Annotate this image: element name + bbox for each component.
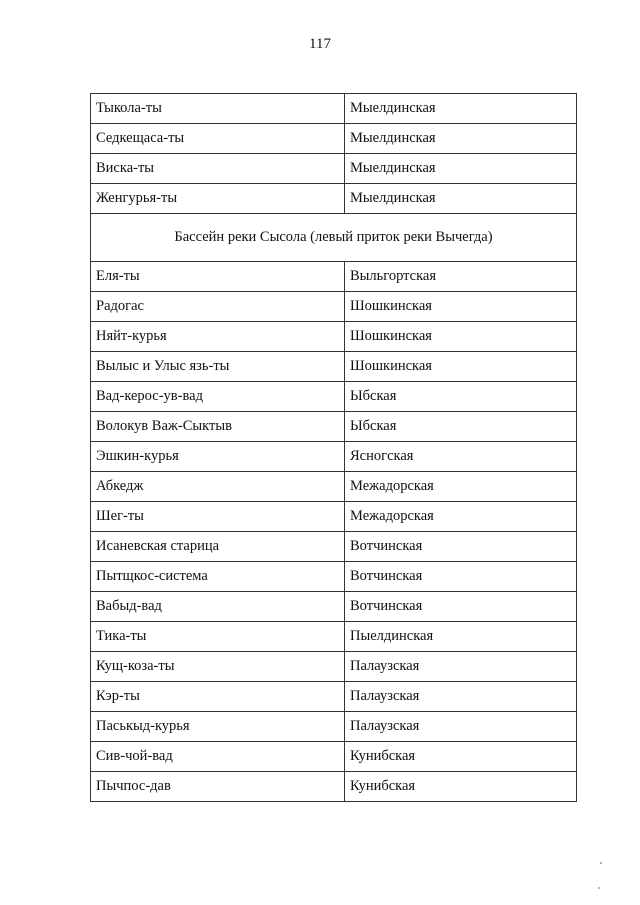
table-row bbox=[91, 532, 577, 562]
area-name-cell: Кунибская bbox=[345, 772, 577, 802]
table-row bbox=[91, 292, 577, 322]
water-body-name-cell: Женгурья-ты bbox=[91, 184, 345, 214]
water-body-name-cell: Волокув Важ-Сыктыв bbox=[91, 412, 345, 442]
water-body-name-cell: Радогас bbox=[91, 292, 345, 322]
table-row bbox=[91, 712, 577, 742]
table-row bbox=[91, 154, 577, 184]
area-name-cell: Мыелдинская bbox=[345, 184, 577, 214]
section-heading-row bbox=[91, 214, 577, 262]
area-name-cell: Пыелдинская bbox=[345, 622, 577, 652]
water-body-name-cell: Абкедж bbox=[91, 472, 345, 502]
area-name-cell: Ыбская bbox=[345, 412, 577, 442]
scan-speck bbox=[598, 887, 600, 889]
area-name-cell: Вотчинская bbox=[345, 592, 577, 622]
page-number: 117 bbox=[309, 36, 331, 52]
scan-speck bbox=[600, 862, 602, 864]
area-name-cell: Мыелдинская bbox=[345, 154, 577, 184]
area-name-cell: Ыбская bbox=[345, 382, 577, 412]
area-name-cell: Палаузская bbox=[345, 712, 577, 742]
water-body-name-cell: Шег-ты bbox=[91, 502, 345, 532]
water-body-name-cell: Вад-керос-ув-вад bbox=[91, 382, 345, 412]
area-name-cell: Вотчинская bbox=[345, 532, 577, 562]
water-body-name-cell: Виска-ты bbox=[91, 154, 345, 184]
area-name-cell: Мыелдинская bbox=[345, 124, 577, 154]
table-row bbox=[91, 772, 577, 802]
table-row bbox=[91, 382, 577, 412]
table-row bbox=[91, 592, 577, 622]
table-row bbox=[91, 502, 577, 532]
area-name-cell: Ясногская bbox=[345, 442, 577, 472]
area-name-cell: Шошкинская bbox=[345, 352, 577, 382]
water-body-name-cell: Еля-ты bbox=[91, 262, 345, 292]
water-body-name-cell: Тика-ты bbox=[91, 622, 345, 652]
area-name-cell: Мыелдинская bbox=[345, 94, 577, 124]
water-bodies-table bbox=[90, 93, 577, 802]
table-row bbox=[91, 652, 577, 682]
water-body-name-cell: Кэр-ты bbox=[91, 682, 345, 712]
water-body-name-cell: Пытщкос-система bbox=[91, 562, 345, 592]
table-row bbox=[91, 562, 577, 592]
water-body-name-cell: Эшкин-курья bbox=[91, 442, 345, 472]
table-row bbox=[91, 622, 577, 652]
water-body-name-cell: Исаневская старица bbox=[91, 532, 345, 562]
table-row bbox=[91, 742, 577, 772]
water-body-name-cell: Тыкола-ты bbox=[91, 94, 345, 124]
water-body-name-cell: Няйт-курья bbox=[91, 322, 345, 352]
area-name-cell: Межадорская bbox=[345, 502, 577, 532]
table-body-top bbox=[91, 94, 577, 214]
area-name-cell: Выльгортская bbox=[345, 262, 577, 292]
table-row bbox=[91, 352, 577, 382]
area-name-cell: Палаузская bbox=[345, 682, 577, 712]
area-name-cell: Вотчинская bbox=[345, 562, 577, 592]
area-name-cell: Шошкинская bbox=[345, 322, 577, 352]
area-name-cell: Межадорская bbox=[345, 472, 577, 502]
table-section bbox=[91, 214, 577, 262]
section-heading: Бассейн реки Сысола (левый приток реки Вычегда) bbox=[91, 214, 577, 262]
water-body-name-cell: Вабыд-вад bbox=[91, 592, 345, 622]
table-row bbox=[91, 322, 577, 352]
water-body-name-cell: Сив-чой-вад bbox=[91, 742, 345, 772]
table-row bbox=[91, 472, 577, 502]
water-body-name-cell: Вылыс и Улыс язь-ты bbox=[91, 352, 345, 382]
table-row bbox=[91, 682, 577, 712]
area-name-cell: Палаузская bbox=[345, 652, 577, 682]
water-body-name-cell: Паськыд-курья bbox=[91, 712, 345, 742]
table-row bbox=[91, 184, 577, 214]
table-row bbox=[91, 124, 577, 154]
area-name-cell: Шошкинская bbox=[345, 292, 577, 322]
table-row bbox=[91, 412, 577, 442]
table-body-bottom bbox=[91, 262, 577, 802]
table-row bbox=[91, 94, 577, 124]
water-body-name-cell: Седкещаса-ты bbox=[91, 124, 345, 154]
table-row bbox=[91, 442, 577, 472]
table-row bbox=[91, 262, 577, 292]
water-body-name-cell: Пычпос-дав bbox=[91, 772, 345, 802]
water-body-name-cell: Кущ-коза-ты bbox=[91, 652, 345, 682]
area-name-cell: Кунибская bbox=[345, 742, 577, 772]
